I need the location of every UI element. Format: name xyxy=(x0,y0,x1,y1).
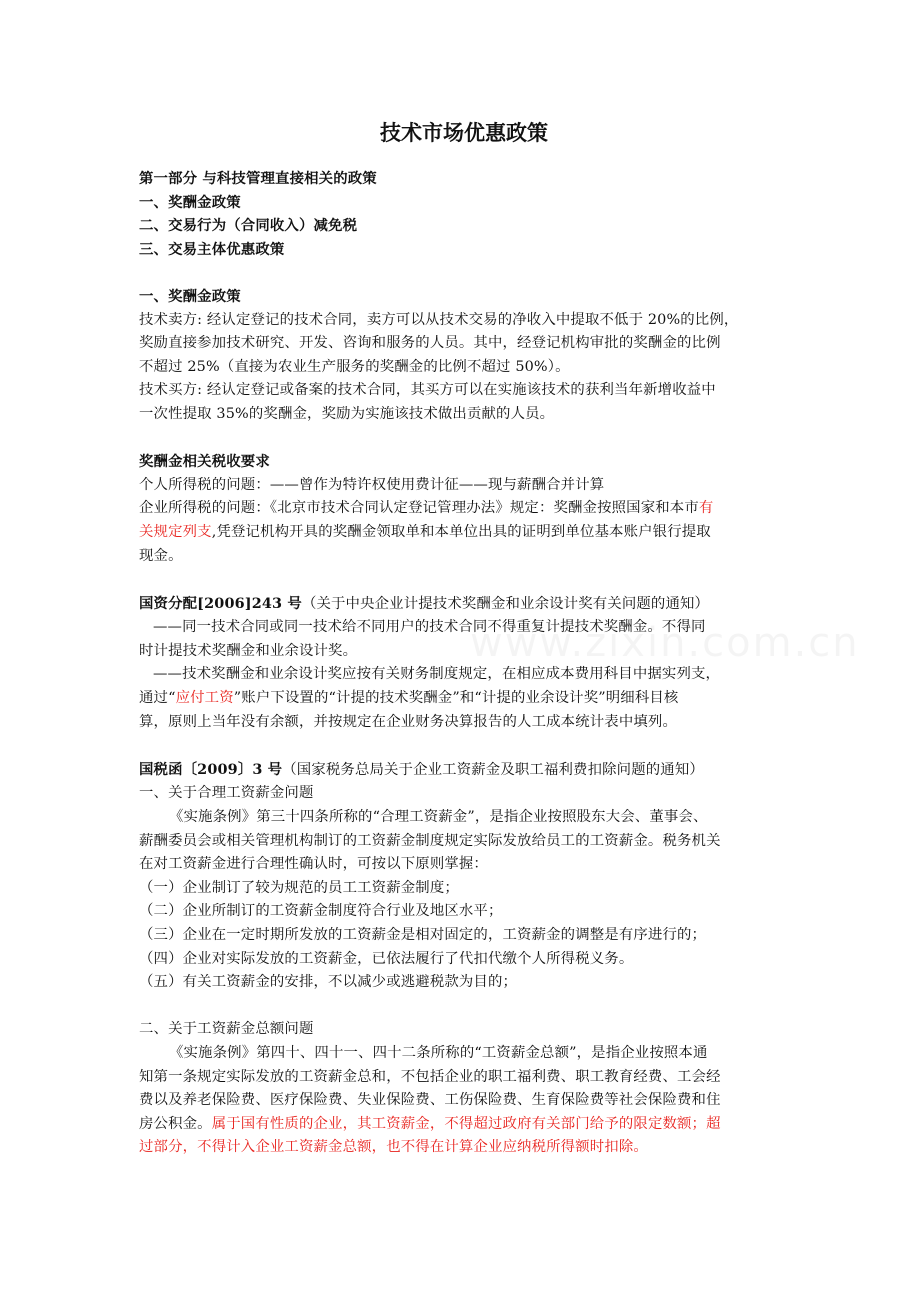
list-item: （五）有关工资薪金的安排，不以减少或逃避税款为目的； xyxy=(139,974,518,991)
list-item: （二）企业所制订的工资薪金制度符合行业及地区水平； xyxy=(139,903,503,920)
paragraph-line: 技术买方: 经认定登记或备案的技术合同，其买方可以在实施该技术的获利当年新增收益中 xyxy=(139,382,716,399)
paragraph-line: 算，原则上当年没有余额，并按规定在企业财务决算报告的人工成本统计表中填列。 xyxy=(139,713,678,730)
paragraph-line: 费以及养老保险费、医疗保险费、失业保险费、工伤保险费、生育保险费等社会保险费和住 xyxy=(139,1092,721,1109)
paragraph-line: ——技术奖酬金和业余设计奖应按有关财务制度规定，在相应成本费用科目中据实列支， xyxy=(153,666,721,683)
section-heading: 一、奖酬金政策 xyxy=(139,287,241,305)
toc-item: 二、交易行为（合同收入）减免税 xyxy=(139,217,358,235)
paragraph-line xyxy=(139,687,789,711)
reference-number: 国税函〔2009〕3 号 xyxy=(139,760,283,778)
reference-desc: （关于中央企业计提技术奖酬金和业余设计奖有关问题的通知） xyxy=(301,595,710,612)
paragraph-line: 技术卖方: 经认定登记的技术合同，卖方可以从技术交易的净收入中提取不低于 20%的比例， xyxy=(139,311,739,328)
paragraph-line xyxy=(139,497,789,521)
text: 企业所得税的问题：《北京市技术合同认定登记管理办法》规定：奖酬金按照国家和本市 xyxy=(139,500,699,517)
list-item: （一）企业制订了较为规范的员工工资薪金制度； xyxy=(139,879,459,896)
section-heading: 奖酬金相关税收要求 xyxy=(139,453,270,471)
page-title: 技术市场优惠政策 xyxy=(380,121,548,145)
paragraph-line: 奖励直接参加技术研究、开发、咨询和服务的人员。其中，经登记机构审批的奖酬金的比例 xyxy=(139,335,721,352)
reference-line xyxy=(139,758,789,783)
paragraph-line: 《实施条例》第四十、四十一、四十二条所称的“工资薪金总额”，是指企业按照本通 xyxy=(169,1044,708,1061)
paragraph-line: 在对工资薪金进行合理性确认时，可按以下原则掌握： xyxy=(139,856,488,873)
text: 通过“ xyxy=(139,690,176,707)
paragraph-line: 现金。 xyxy=(139,547,183,564)
toc-item: 一、奖酬金政策 xyxy=(139,193,241,211)
highlight-text: 有 xyxy=(698,500,714,517)
text: 房公积金。 xyxy=(139,1115,212,1132)
paragraph-line: ——同一技术合同或同一技术给不同用户的技术合同不得重复计提技术奖酬金。不得同 xyxy=(153,619,706,636)
paragraph-line: 时计提技术奖酬金和业余设计奖。 xyxy=(139,642,358,659)
paragraph-line: 薪酬委员会或相关管理机构制订的工资薪金制度规定实际发放给员工的工资薪金。税务机关 xyxy=(139,832,721,849)
highlight-text: 属于国有性质的企业，其工资薪金，不得超过政府有关部门给予的限定数额；超 xyxy=(211,1115,721,1132)
highlight-line: 过部分，不得计入企业工资薪金总额，也不得在计算企业应纳税所得额时扣除。 xyxy=(139,1139,648,1156)
list-item: （四）企业对实际发放的工资薪金，已依法履行了代扣代缴个人所得税义务。 xyxy=(139,950,634,967)
list-item: （三）企业在一定时期所发放的工资薪金是相对固定的，工资薪金的调整是有序进行的； xyxy=(139,927,707,943)
subheading: 二、关于工资薪金总额问题 xyxy=(139,1021,314,1038)
document-page xyxy=(139,118,789,1160)
paragraph-line: 《实施条例》第三十四条所称的“合理工资薪金”，是指企业按照股东大会、董事会、 xyxy=(169,809,708,826)
text: ,凭登记机构开具的奖酬金领取单和本单位出具的证明到单位基本账户银行提取 xyxy=(211,523,711,540)
toc-part: 第一部分 与科技管理直接相关的政策 xyxy=(139,170,377,187)
reference-line xyxy=(139,592,789,617)
reference-desc: （国家税务总局关于企业工资薪金及职工福利费扣除问题的通知） xyxy=(282,761,704,778)
reference-number: 国资分配[2006]243 号 xyxy=(139,594,302,612)
paragraph-line: 个人所得税的问题：——曾作为特许权使用费计征——现与薪酬合并计算 xyxy=(139,476,605,493)
subheading: 一、关于合理工资薪金问题 xyxy=(139,785,314,802)
paragraph-line: 一次性提取 35%的奖酬金，奖励为实施该技术做出贡献的人员。 xyxy=(139,405,555,422)
toc-item: 三、交易主体优惠政策 xyxy=(139,240,285,258)
text: ”账户下设置的“计提的技术奖酬金”和“计提的业余设计奖”明细科目核 xyxy=(233,690,679,707)
highlight-text: 关规定列支 xyxy=(139,523,212,540)
paragraph-line xyxy=(139,521,789,545)
paragraph-line: 知第一条规定实际发放的工资薪金总和，不包括企业的职工福利费、职工教育经费、工会经 xyxy=(139,1068,721,1085)
highlight-text: 应付工资 xyxy=(175,690,234,707)
paragraph-line xyxy=(139,1113,789,1137)
paragraph-line: 不超过 25%（直接为农业生产服务的奖酬金的比例不超过 50%）。 xyxy=(139,358,570,375)
